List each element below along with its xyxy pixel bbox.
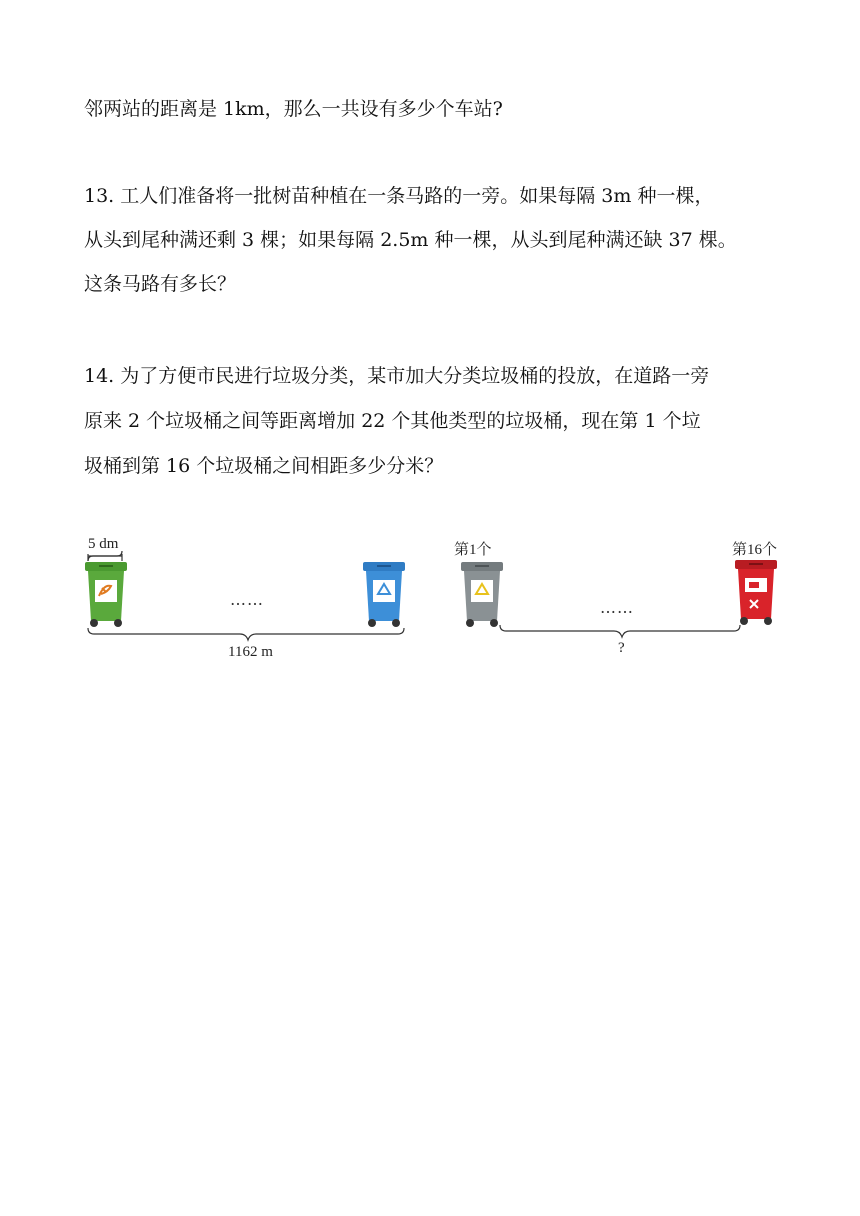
- left-span-label: 1162 m: [228, 644, 273, 660]
- first-bin-label: 第1个: [454, 542, 492, 558]
- trash-bin-figure: [78, 530, 798, 665]
- span-bracket-right: [500, 625, 740, 637]
- right-span-label: ?: [618, 640, 625, 656]
- red-bin-icon: [734, 560, 778, 626]
- q14-line2: 原来 2 个垃圾桶之间等距离增加 22 个其他类型的垃圾桶，现在第 1 个垃: [84, 410, 701, 432]
- green-bin-icon: [84, 562, 128, 628]
- q13-line2: 从头到尾种满还剩 3 棵；如果每隔 2.5m 种一棵，从头到尾种满还缺 37 棵。: [84, 229, 737, 251]
- last-bin-label: 第16个: [732, 542, 778, 558]
- gray-bin-icon: [460, 562, 504, 628]
- right-dots: ……: [600, 598, 634, 617]
- q14-line1: 14. 为了方便市民进行垃圾分类，某市加大分类垃圾桶的投放，在道路一旁: [84, 365, 710, 387]
- blue-bin-icon: [362, 562, 406, 628]
- bin-width-label: 5 dm: [88, 536, 119, 552]
- q14-line3: 圾桶到第 16 个垃圾桶之间相距多少分米？: [84, 455, 444, 477]
- span-bracket-left: [88, 628, 404, 640]
- figure-lines: [78, 530, 798, 665]
- left-dots: ……: [230, 590, 264, 609]
- q13-line1: 13. 工人们准备将一批树苗种植在一条马路的一旁。如果每隔 3m 种一棵，: [84, 185, 714, 207]
- intro-line: 邻两站的距离是 1km，那么一共设有多少个车站?: [84, 98, 503, 120]
- q13-line3: 这条马路有多长？: [84, 273, 237, 295]
